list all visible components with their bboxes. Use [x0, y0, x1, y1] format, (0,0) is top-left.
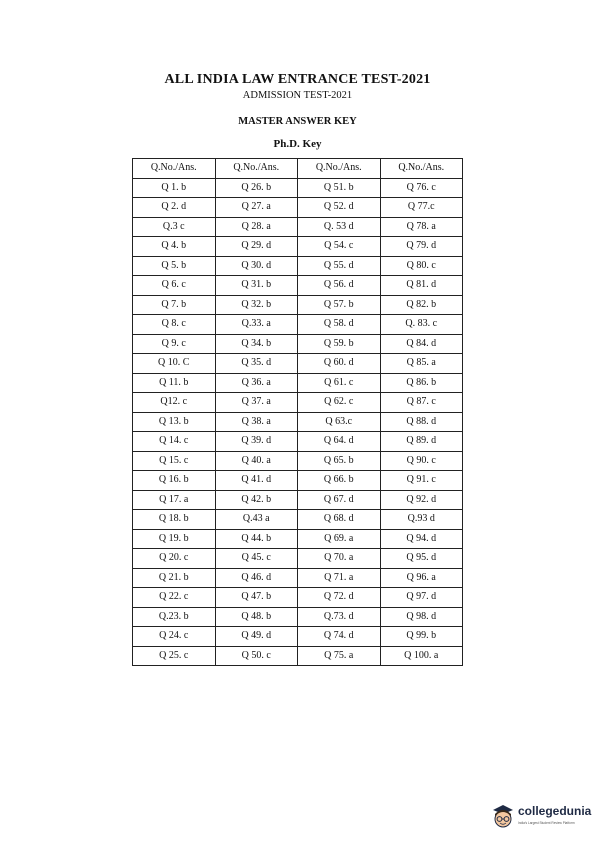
table-row [133, 432, 463, 452]
answer-cell: Q 79. d [380, 237, 463, 257]
table-row [133, 334, 463, 354]
table-row [133, 510, 463, 530]
logo-tagline: India's Largest Student Review Platform [518, 821, 575, 825]
answer-cell: Q 51. b [298, 178, 381, 198]
answer-cell: Q 91. c [380, 471, 463, 491]
answer-cell: Q 38. a [215, 412, 298, 432]
answer-cell: Q 97. d [380, 588, 463, 608]
answer-cell: Q 35. d [215, 354, 298, 374]
table-row [133, 393, 463, 413]
answer-cell: Q 75. a [298, 646, 381, 666]
answer-cell: Q.33. a [215, 315, 298, 335]
answer-cell: Q 1. b [133, 178, 216, 198]
table-row [133, 607, 463, 627]
answer-cell: Q 49. d [215, 627, 298, 647]
answer-cell: Q 32. b [215, 295, 298, 315]
key-title: Ph.D. Key [273, 138, 322, 150]
answer-cell: Q 59. b [298, 334, 381, 354]
answer-cell: Q 74. d [298, 627, 381, 647]
answer-cell: Q 18. b [133, 510, 216, 530]
answer-cell: Q 68. d [298, 510, 381, 530]
column-header: Q.No./Ans. [133, 159, 216, 179]
table-row [133, 276, 463, 296]
table-row [133, 588, 463, 608]
answer-cell: Q.3 c [133, 217, 216, 237]
answer-cell: Q 61. c [298, 373, 381, 393]
answer-cell: Q 44. b [215, 529, 298, 549]
answer-cell: Q 39. d [215, 432, 298, 452]
answer-cell: Q 72. d [298, 588, 381, 608]
answer-cell: Q 41. d [215, 471, 298, 491]
answer-cell: Q 86. b [380, 373, 463, 393]
answer-cell: Q 27. a [215, 198, 298, 218]
answer-cell: Q 15. c [133, 451, 216, 471]
table-body [133, 178, 463, 666]
answer-cell: Q 24. c [133, 627, 216, 647]
page-subtitle: ADMISSION TEST-2021 [242, 90, 353, 101]
answer-cell: Q 46. d [215, 568, 298, 588]
answer-cell: Q 10. C [133, 354, 216, 374]
answer-cell: Q 65. b [298, 451, 381, 471]
answer-cell: Q 48. b [215, 607, 298, 627]
answer-cell: Q 81. d [380, 276, 463, 296]
answer-cell: Q 19. b [133, 529, 216, 549]
answer-cell: Q 77.c [380, 198, 463, 218]
table-row [133, 354, 463, 374]
answer-cell: Q 62. c [298, 393, 381, 413]
table-row [133, 627, 463, 647]
answer-cell: Q 8. c [133, 315, 216, 335]
table-row [133, 373, 463, 393]
answer-cell: Q12. c [133, 393, 216, 413]
answer-cell: Q 58. d [298, 315, 381, 335]
answer-cell: Q 95. d [380, 549, 463, 569]
answer-cell: Q 4. b [133, 237, 216, 257]
answer-cell: Q 7. b [133, 295, 216, 315]
answer-cell: Q. 53 d [298, 217, 381, 237]
answer-cell: Q 20. c [133, 549, 216, 569]
page-title: ALL INDIA LAW ENTRANCE TEST-2021 [164, 72, 431, 87]
answer-cell: Q 76. c [380, 178, 463, 198]
answer-cell: Q 28. a [215, 217, 298, 237]
answer-cell: Q 69. a [298, 529, 381, 549]
answer-cell: Q 16. b [133, 471, 216, 491]
answer-cell: Q 25. c [133, 646, 216, 666]
column-header: Q.No./Ans. [215, 159, 298, 179]
table-row [133, 178, 463, 198]
answer-cell: Q 82. b [380, 295, 463, 315]
answer-cell: Q 30. d [215, 256, 298, 276]
answer-cell: Q 11. b [133, 373, 216, 393]
answer-cell: Q 66. b [298, 471, 381, 491]
answer-cell: Q 45. c [215, 549, 298, 569]
answer-cell: Q 14. c [133, 432, 216, 452]
logo-wordmark: collegedunia [518, 804, 592, 818]
answer-cell: Q 17. a [133, 490, 216, 510]
table-row [133, 217, 463, 237]
answer-cell: Q 80. c [380, 256, 463, 276]
column-header: Q.No./Ans. [380, 159, 463, 179]
answer-cell: Q 54. c [298, 237, 381, 257]
table-row [133, 412, 463, 432]
table-row [133, 646, 463, 666]
answer-cell: Q 60. d [298, 354, 381, 374]
answer-cell: Q 34. b [215, 334, 298, 354]
answer-cell: Q.43 a [215, 510, 298, 530]
answer-cell: Q 78. a [380, 217, 463, 237]
answer-cell: Q 13. b [133, 412, 216, 432]
answer-cell: Q 5. b [133, 256, 216, 276]
answer-cell: Q.93 d [380, 510, 463, 530]
answer-cell: Q 84. d [380, 334, 463, 354]
table-header-row [133, 159, 463, 179]
table-row [133, 490, 463, 510]
answer-cell: Q 21. b [133, 568, 216, 588]
answer-cell: Q 98. d [380, 607, 463, 627]
answer-cell: Q 94. d [380, 529, 463, 549]
answer-cell: Q 9. c [133, 334, 216, 354]
answer-cell: Q 47. b [215, 588, 298, 608]
answer-cell: Q 52. d [298, 198, 381, 218]
table-row [133, 568, 463, 588]
answer-cell: Q 56. d [298, 276, 381, 296]
answer-cell: Q 96. a [380, 568, 463, 588]
answer-cell: Q 29. d [215, 237, 298, 257]
answer-cell: Q 70. a [298, 549, 381, 569]
answer-cell: Q 40. a [215, 451, 298, 471]
answer-cell: Q 2. d [133, 198, 216, 218]
answer-cell: Q 64. d [298, 432, 381, 452]
table-row [133, 295, 463, 315]
answer-cell: Q 26. b [215, 178, 298, 198]
answer-cell: Q 85. a [380, 354, 463, 374]
answer-cell: Q 36. a [215, 373, 298, 393]
answer-cell: Q.73. d [298, 607, 381, 627]
answer-cell: Q 63.c [298, 412, 381, 432]
answer-cell: Q 42. b [215, 490, 298, 510]
answer-cell: Q 50. c [215, 646, 298, 666]
table-row [133, 471, 463, 491]
answer-cell: Q. 83. c [380, 315, 463, 335]
answer-cell: Q 57. b [298, 295, 381, 315]
table-row [133, 198, 463, 218]
answer-cell: Q 88. d [380, 412, 463, 432]
table-row [133, 256, 463, 276]
column-header: Q.No./Ans. [298, 159, 381, 179]
table-row [133, 237, 463, 257]
answer-cell: Q 100. a [380, 646, 463, 666]
answer-cell: Q 87. c [380, 393, 463, 413]
table-row [133, 315, 463, 335]
table-row [133, 549, 463, 569]
answer-cell: Q 71. a [298, 568, 381, 588]
answer-cell: Q.23. b [133, 607, 216, 627]
answer-cell: Q 90. c [380, 451, 463, 471]
answer-cell: Q 37. a [215, 393, 298, 413]
answer-key-table [132, 158, 463, 666]
answer-cell: Q 67. d [298, 490, 381, 510]
answer-cell: Q 31. b [215, 276, 298, 296]
table-row [133, 529, 463, 549]
answer-cell: Q 6. c [133, 276, 216, 296]
table-row [133, 451, 463, 471]
answer-cell: Q 89. d [380, 432, 463, 452]
answer-cell: Q 92. d [380, 490, 463, 510]
graduate-face-icon [490, 802, 516, 830]
collegedunia-logo [490, 800, 590, 836]
answer-cell: Q 22. c [133, 588, 216, 608]
answer-cell: Q 99. b [380, 627, 463, 647]
answer-cell: Q 55. d [298, 256, 381, 276]
section-title: MASTER ANSWER KEY [238, 116, 357, 127]
